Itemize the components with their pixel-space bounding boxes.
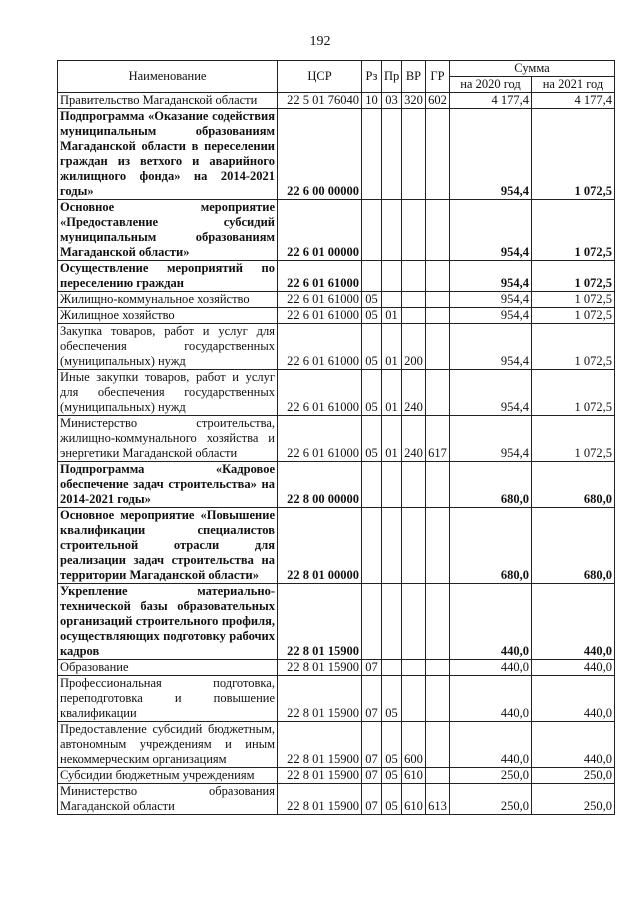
cell-gr (426, 508, 450, 584)
cell-y2020: 954,4 (450, 109, 532, 200)
table-row (58, 784, 615, 815)
cell-vr: 610 (402, 784, 426, 815)
cell-rz (362, 261, 382, 292)
cell-gr: 613 (426, 784, 450, 815)
table-row (58, 462, 615, 508)
cell-y2021: 1 072,5 (532, 370, 615, 416)
cell-rz: 07 (362, 676, 382, 722)
cell-pr: 01 (382, 370, 402, 416)
cell-name: Основное мероприятие «Предоставление субсидий муниципальным образованиям Магаданской области» (58, 200, 278, 261)
cell-pr: 05 (382, 784, 402, 815)
cell-pr: 01 (382, 308, 402, 324)
cell-gr (426, 722, 450, 768)
cell-y2020: 954,4 (450, 324, 532, 370)
cell-y2021: 1 072,5 (532, 292, 615, 308)
cell-y2020: 440,0 (450, 722, 532, 768)
cell-csr: 22 6 01 61000 (278, 370, 362, 416)
cell-gr: 617 (426, 416, 450, 462)
cell-name: Министерство образования Магаданской области (58, 784, 278, 815)
cell-vr (402, 200, 426, 261)
cell-csr: 22 8 01 00000 (278, 508, 362, 584)
cell-name: Образование (58, 660, 278, 676)
table-row (58, 584, 615, 660)
cell-csr: 22 6 01 61000 (278, 416, 362, 462)
cell-csr: 22 8 01 15900 (278, 660, 362, 676)
cell-vr: 240 (402, 416, 426, 462)
cell-name: Осуществление мероприятий по переселению граждан (58, 261, 278, 292)
header-rz: Рз (362, 61, 382, 93)
header-vr: ВР (402, 61, 426, 93)
table-row (58, 93, 615, 109)
cell-vr (402, 508, 426, 584)
cell-gr: 602 (426, 93, 450, 109)
cell-pr (382, 584, 402, 660)
cell-csr: 22 6 01 61000 (278, 292, 362, 308)
cell-name: Жилищно-коммунальное хозяйство (58, 292, 278, 308)
cell-y2021: 1 072,5 (532, 308, 615, 324)
table-row (58, 508, 615, 584)
cell-rz: 10 (362, 93, 382, 109)
cell-pr (382, 261, 402, 292)
cell-gr (426, 660, 450, 676)
cell-csr: 22 6 01 61000 (278, 324, 362, 370)
cell-gr (426, 109, 450, 200)
cell-name: Основное мероприятие «Повышение квалификации специалистов строительной отрасли для реализации задач строительства на территории Магаданской области» (58, 508, 278, 584)
cell-pr (382, 292, 402, 308)
cell-gr (426, 768, 450, 784)
cell-y2020: 680,0 (450, 508, 532, 584)
header-gr: ГР (426, 61, 450, 93)
cell-rz (362, 200, 382, 261)
cell-name: Иные закупки товаров, работ и услуг для обеспечения государственных (муниципальных) нужд (58, 370, 278, 416)
cell-name: Подпрограмма «Оказание содействия муниципальным образованиям Магаданской области в переселении граждан из ветхого и аварийного жилищного фонда» на 2014-2021 годы» (58, 109, 278, 200)
cell-rz: 07 (362, 722, 382, 768)
cell-vr (402, 584, 426, 660)
cell-vr (402, 676, 426, 722)
cell-vr: 320 (402, 93, 426, 109)
cell-rz (362, 508, 382, 584)
table-row (58, 109, 615, 200)
cell-gr (426, 324, 450, 370)
cell-gr (426, 200, 450, 261)
cell-vr (402, 292, 426, 308)
cell-pr: 05 (382, 768, 402, 784)
cell-pr: 05 (382, 676, 402, 722)
table-row (58, 200, 615, 261)
header-name: Наименование (58, 61, 278, 93)
cell-y2020: 440,0 (450, 660, 532, 676)
cell-vr: 240 (402, 370, 426, 416)
cell-gr (426, 462, 450, 508)
cell-csr: 22 8 01 15900 (278, 584, 362, 660)
cell-pr: 03 (382, 93, 402, 109)
cell-gr (426, 308, 450, 324)
table-row (58, 324, 615, 370)
cell-y2021: 440,0 (532, 722, 615, 768)
table-row (58, 416, 615, 462)
cell-y2020: 954,4 (450, 308, 532, 324)
cell-rz: 07 (362, 784, 382, 815)
cell-y2020: 440,0 (450, 676, 532, 722)
cell-pr (382, 660, 402, 676)
cell-pr: 01 (382, 416, 402, 462)
table-row (58, 660, 615, 676)
cell-pr (382, 200, 402, 261)
cell-pr: 01 (382, 324, 402, 370)
cell-csr: 22 8 01 15900 (278, 784, 362, 815)
cell-name: Подпрограмма «Кадровое обеспечение задач строительства» на 2014-2021 годы» (58, 462, 278, 508)
cell-vr: 200 (402, 324, 426, 370)
cell-csr: 22 8 00 00000 (278, 462, 362, 508)
header-sum: Сумма (450, 61, 615, 77)
cell-y2021: 680,0 (532, 508, 615, 584)
cell-name: Правительство Магаданской области (58, 93, 278, 109)
cell-rz (362, 462, 382, 508)
cell-vr (402, 308, 426, 324)
header-2021: на 2021 год (532, 77, 615, 93)
table-row (58, 370, 615, 416)
cell-y2021: 1 072,5 (532, 200, 615, 261)
cell-name: Предоставление субсидий бюджетным, автономным учреждениям и иным некоммерческим организациям (58, 722, 278, 768)
cell-pr (382, 508, 402, 584)
cell-y2021: 1 072,5 (532, 324, 615, 370)
cell-y2020: 440,0 (450, 584, 532, 660)
cell-csr: 22 6 01 61000 (278, 308, 362, 324)
header-2020: на 2020 год (450, 77, 532, 93)
cell-vr (402, 109, 426, 200)
cell-y2021: 250,0 (532, 768, 615, 784)
cell-gr (426, 292, 450, 308)
cell-y2020: 954,4 (450, 261, 532, 292)
cell-y2021: 440,0 (532, 584, 615, 660)
cell-pr (382, 109, 402, 200)
cell-gr (426, 370, 450, 416)
cell-csr: 22 8 01 15900 (278, 676, 362, 722)
cell-y2020: 954,4 (450, 370, 532, 416)
header-csr: ЦСР (278, 61, 362, 93)
cell-y2020: 680,0 (450, 462, 532, 508)
cell-vr (402, 261, 426, 292)
table-body (58, 93, 615, 815)
cell-y2021: 1 072,5 (532, 109, 615, 200)
cell-name: Профессиональная подготовка, переподготовка и повышение квалификации (58, 676, 278, 722)
cell-y2021: 250,0 (532, 784, 615, 815)
cell-vr (402, 462, 426, 508)
cell-gr (426, 676, 450, 722)
header-row (58, 61, 615, 77)
cell-name: Субсидии бюджетным учреждениям (58, 768, 278, 784)
cell-gr (426, 261, 450, 292)
cell-rz: 05 (362, 370, 382, 416)
cell-pr (382, 462, 402, 508)
cell-y2020: 250,0 (450, 784, 532, 815)
cell-csr: 22 6 01 00000 (278, 200, 362, 261)
cell-rz (362, 109, 382, 200)
cell-name: Укрепление материально-технической базы образовательных организаций строительного профиля, осуществляющих подготовку рабочих кадров (58, 584, 278, 660)
table-row (58, 261, 615, 292)
cell-rz: 05 (362, 308, 382, 324)
table-row (58, 308, 615, 324)
cell-vr (402, 660, 426, 676)
table-row (58, 292, 615, 308)
cell-y2021: 1 072,5 (532, 416, 615, 462)
cell-gr (426, 584, 450, 660)
table-row (58, 722, 615, 768)
cell-y2021: 1 072,5 (532, 261, 615, 292)
cell-y2020: 4 177,4 (450, 93, 532, 109)
cell-rz: 07 (362, 768, 382, 784)
header-pr: Пр (382, 61, 402, 93)
cell-y2021: 440,0 (532, 660, 615, 676)
cell-y2020: 954,4 (450, 292, 532, 308)
cell-y2020: 250,0 (450, 768, 532, 784)
cell-rz: 05 (362, 292, 382, 308)
cell-name: Министерство строительства, жилищно-коммунального хозяйства и энергетики Магаданской области (58, 416, 278, 462)
cell-y2020: 954,4 (450, 200, 532, 261)
budget-table (57, 60, 615, 815)
cell-csr: 22 6 00 00000 (278, 109, 362, 200)
cell-y2020: 954,4 (450, 416, 532, 462)
cell-y2021: 4 177,4 (532, 93, 615, 109)
cell-csr: 22 5 01 76040 (278, 93, 362, 109)
page-number: 192 (309, 34, 331, 49)
cell-rz: 05 (362, 324, 382, 370)
cell-y2021: 680,0 (532, 462, 615, 508)
cell-csr: 22 8 01 15900 (278, 768, 362, 784)
cell-csr: 22 6 01 61000 (278, 261, 362, 292)
cell-name: Жилищное хозяйство (58, 308, 278, 324)
table-row (58, 676, 615, 722)
cell-rz: 07 (362, 660, 382, 676)
cell-rz (362, 584, 382, 660)
cell-rz: 05 (362, 416, 382, 462)
cell-vr: 600 (402, 722, 426, 768)
cell-name: Закупка товаров, работ и услуг для обеспечения государственных (муниципальных) нужд (58, 324, 278, 370)
cell-y2021: 440,0 (532, 676, 615, 722)
table-row (58, 768, 615, 784)
cell-vr: 610 (402, 768, 426, 784)
cell-pr: 05 (382, 722, 402, 768)
cell-csr: 22 8 01 15900 (278, 722, 362, 768)
